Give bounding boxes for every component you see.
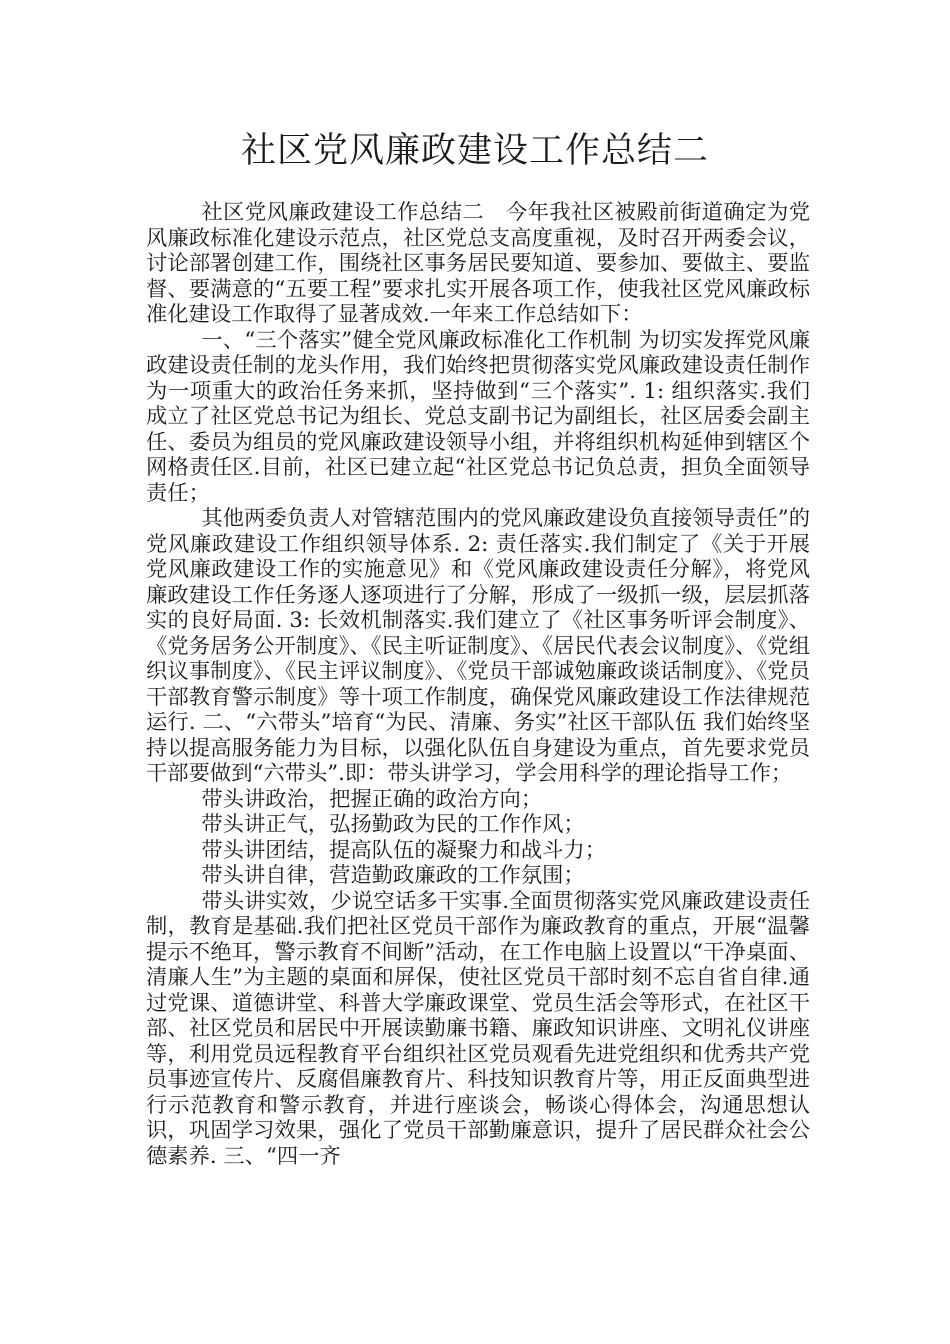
document-title: 社区党风廉政建设工作总结二	[240, 131, 709, 171]
paragraph: 带头讲正气，弘扬勤政为民的工作作风；	[201, 812, 585, 837]
paragraph: 其他两委负责人对管辖范围内的党风廉政建设负直接领导责任”的党风廉政建设工作组织领导体系. 2: 责任落实.我们制定了《关于开展党风廉政建设工作的实施意见》和《党风廉政建设责任分解》，将党风廉政建设工作任务逐人逐项进行了分解，形成了一级抓一级，层层抓落实的良好局面. 3: 长效机制落实.我们建立了《社区事务听评会制度》、《党务居务公开制度》、《民主听证制度》、《居民代表会议制度》、《党组织议事制度》、《民主评议制度》、《党员干部诚勉廉政谈话制度》、《党员干部教育警示制度》等十项工作制度，确保党风廉政建设工作法律规范运行. 二、“六带头”培育“为民、清廉、务实”社区干部队伍 我们始终坚持以提高服务能力为目标，以强化队伍自身建设为重点，首先要求党员干部要做到“六带头”.即：带头讲学习，学会用科学的理论指导工作；	[146, 506, 810, 786]
document-body	[146, 200, 810, 1169]
paragraph: 带头讲团结，提高队伍的凝聚力和战斗力；	[201, 837, 607, 863]
paragraph: 社区党风廉政建设工作总结二 今年我社区被殿前街道确定为党风廉政标准化建设示范点，社区党总支高度重视，及时召开两委会议，讨论部署创建工作，围绕社区事务居民要知道、要参加、要做主、要监督、要满意的“五要工程”要求扎实开展各项工作，使我社区党风廉政标准化建设工作取得了显著成效.一年来工作总结如下：	[146, 200, 810, 327]
paragraph: 带头讲政治，把握正确的政治方向；	[201, 786, 543, 812]
paragraph: 一、“三个落实”健全党风廉政标准化工作机制 为切实发挥党风廉政建设责任制的龙头作用，我们始终把贯彻落实党风廉政建设责任制作为一项重大的政治任务来抓，坚持做到“三个落实”. 1: 组织落实.我们成立了社区党总书记为组长、党总支副书记为副组长，社区居委会副主任、委员为组员的党风廉政建设领导小组，并将组织机构延伸到辖区个网格责任区.目前，社区已建立起“社区党总书记负总责，担负全面领导责任；	[146, 327, 810, 506]
paragraph: 带头讲自律，营造勤政廉政的工作氛围；	[201, 863, 585, 888]
paragraph: 带头讲实效，少说空话多干实事.全面贯彻落实党风廉政建设责任制，教育是基础.我们把社区党员干部作为廉政教育的重点，开展“温馨提示不绝耳，警示教育不间断”活动，在工作电脑上设置以“干净桌面、清廉人生”为主题的桌面和屏保，使社区党员干部时刻不忘自省自律.通过党课、道德讲堂、科普大学廉政课堂、党员生活会等形式，在社区干部、社区党员和居民中开展读勤廉书籍、廉政知识讲座、文明礼仪讲座等，利用党员远程教育平台组织社区党员观看先进党组织和优秀共产党员事迹宣传片、反腐倡廉教育片、科技知识教育片等，用正反面典型进行示范教育和警示教育，并进行座谈会，畅谈心得体会，沟通思想认识，巩固学习效果，强化了党员干部勤廉意识，提升了居民群众社会公德素养. 三、“四一齐	[146, 888, 810, 1169]
